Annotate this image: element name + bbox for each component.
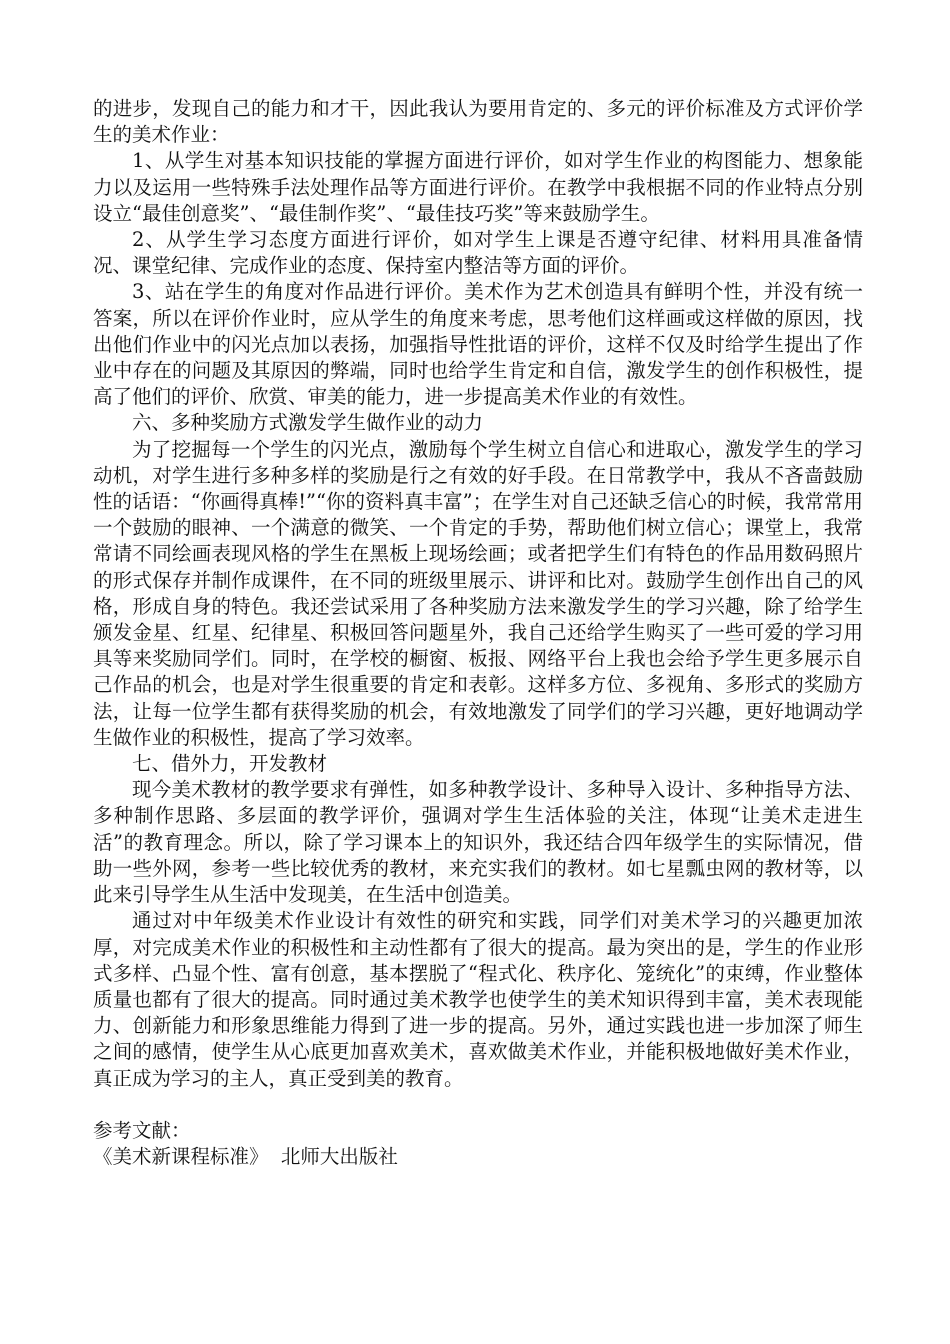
section-6-body: 为了挖掘每一个学生的闪光点，激励每个学生树立自信心和进取心，激发学生的学习动机，对学生进行多种多样的奖励是行之有效的好手段。在日常教学中，我从不吝啬鼓励性的话语：“你画得真棒!”“你的资料真丰富”；在学生对自己还缺乏信心的时候，我常常用一个鼓励的眼神、一个满意的微笑、一个肯定的手势，帮助他们树立信心；课堂上，我常常请不同绘画表现风格的学生在黑板上现场绘画；或者把学生们有特色的作品用数码照片的形式保存并制作成课件，在不同的班级里展示、讲评和比对。鼓励学生创作出自己的风格，形成自身的特色。我还尝试采用了各种奖励方法来激发学生的学习兴趣，除了给学生颁发金星、红星、纪律星、积极回答问题星外，我自己还给学生购买了一些可爱的学习用具等来奖励同学们。同时，在学校的橱窗、板报、网络平台上我也会给予学生更多展示自己作品的机会，也是对学生很重要的肯定和表彰。这样多方位、多视角、多形式的奖励方法，让每一位学生都有获得奖励的机会，有效地激发了同学们的学习兴趣，更好地调动学生做作业的积极性，提高了学习效率。 xyxy=(93,437,863,749)
evaluation-item-2: 2、从学生学习态度方面进行评价，如对学生上课是否遵守纪律、材料用具准备情况、课堂纪律、完成作业的态度、保持室内整洁等方面的评价。 xyxy=(93,228,863,278)
section-6-heading: 六、多种奖励方式激发学生做作业的动力 xyxy=(132,411,484,435)
document-page xyxy=(93,96,863,1170)
opening-paragraph: 的进步，发现自己的能力和才干，因此我认为要用肯定的、多元的评价标准及方式评价学生的美术作业： xyxy=(93,97,863,147)
section-7-body: 现今美术教材的教学要求有弹性，如多种教学设计、多种导入设计、多种指导方法、多种制作思路、多层面的教学评价，强调对学生生活体验的关注，体现“让美术走进生活”的教育理念。所以，除了学习课本上的知识外，我还结合四年级学生的实际情况，借助一些外网，参考一些比较优秀的教材，来充实我们的教材。如七星瓢虫网的教材等，以此来引导学生从生活中发现美，在生活中创造美。 xyxy=(93,778,863,907)
evaluation-item-3: 3、站在学生的角度对作品进行评价。美术作为艺术创造具有鲜明个性，并没有统一答案，所以在评价作业时，应从学生的角度来考虑，思考他们这样画或这样做的原因，找出他们作业中的闪光点加以表扬，加强指导性批语的评价，这样不仅及时给学生提出了作业中存在的问题及其原因的弊端，同时也给学生肯定和自信，激发学生的创作积极性，提高了他们的评价、欣赏、审美的能力，进一步提高美术作业的有效性。 xyxy=(93,280,863,409)
section-7-heading: 七、借外力，开发教材 xyxy=(132,752,328,776)
conclusion-paragraph: 通过对中年级美术作业设计有效性的研究和实践，同学们对美术学习的兴趣更加浓厚，对完成美术作业的积极性和主动性都有了很大的提高。最为突出的是，学生的作业形式多样、凸显个性、富有创意，基本摆脱了“程式化、秩序化、笼统化”的束缚，作业整体质量也都有了很大的提高。同时通过美术教学也使学生的美术知识得到丰富，美术表现能力、创新能力和形象思维能力得到了进一步的提高。另外，通过实践也进一步加深了师生之间的感情，使学生从心底更加喜欢美术，喜欢做美术作业，并能积极地做好美术作业，真正成为学习的主人，真正受到美的教育。 xyxy=(93,909,863,1090)
reference-item: 《美术新课程标准》 北师大出版社 xyxy=(93,1144,398,1168)
references-title: 参考文献： xyxy=(93,1118,191,1142)
evaluation-item-1: 1、从学生对基本知识技能的掌握方面进行评价，如对学生作业的构图能力、想象能力以及运用一些特殊手法处理作品等方面进行评价。在教学中我根据不同的作业特点分别设立“最佳创意奖”、“最佳制作奖”、“最佳技巧奖”等来鼓励学生。 xyxy=(93,149,863,225)
section-spacer xyxy=(93,1092,863,1118)
